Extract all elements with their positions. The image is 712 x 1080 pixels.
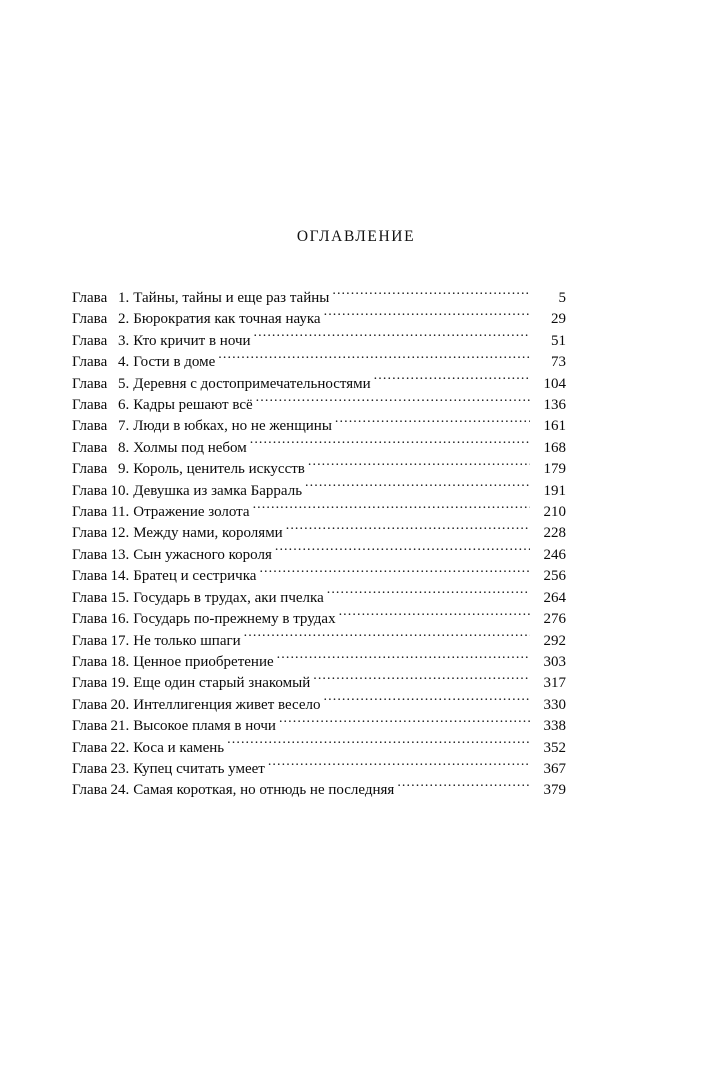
toc-chapter-word: Глава	[72, 525, 108, 542]
toc-page-number: 191	[543, 482, 566, 499]
toc-chapter-title: Кадры решают всё	[133, 397, 253, 414]
toc-chapter-word: Глава	[72, 739, 108, 756]
toc-chapter-title: Государь по-прежнему в трудах	[133, 611, 336, 628]
toc-dot-leader	[324, 309, 530, 323]
toc-chapter-number: 6.	[117, 397, 130, 414]
toc-page-number: 246	[543, 546, 566, 563]
toc-dot-leader	[256, 395, 530, 409]
toc-page-number: 276	[543, 611, 566, 628]
toc-page-number: 352	[543, 739, 566, 756]
toc-chapter-title: Коса и камень	[133, 739, 225, 756]
toc-page-number: 104	[543, 375, 566, 392]
toc-chapter-title: Самая короткая, но отнюдь не последняя	[133, 782, 395, 799]
toc-entry[interactable]	[72, 374, 566, 395]
toc-chapter-word: Глава	[72, 568, 108, 585]
toc-chapter-title: Братец и сестричка	[133, 568, 257, 585]
toc-chapter-number: 23.	[110, 760, 130, 777]
toc-chapter-number: 22.	[110, 739, 130, 756]
toc-chapter-title: Деревня с достопримечательностями	[133, 375, 371, 392]
toc-dot-leader	[254, 331, 530, 345]
toc-chapter-title: Купец считать умеет	[133, 760, 265, 777]
toc-entry[interactable]	[72, 545, 566, 566]
toc-page-number: 29	[551, 311, 566, 328]
toc-chapter-number: 2.	[117, 311, 130, 328]
toc-chapter-title: Между нами, королями	[133, 525, 283, 542]
toc-chapter-number: 16.	[110, 611, 130, 628]
toc-page-number: 73	[551, 354, 566, 371]
toc-chapter-number: 21.	[110, 718, 130, 735]
toc-chapter-title: Холмы под небом	[133, 439, 247, 456]
toc-chapter-number: 8.	[117, 439, 130, 456]
toc-dot-leader	[335, 416, 530, 430]
toc-chapter-title: Государь в трудах, аки пчелка	[133, 589, 324, 606]
toc-page-number: 228	[543, 525, 566, 542]
toc-chapter-word: Глава	[72, 546, 108, 563]
toc-dot-leader	[374, 374, 530, 388]
toc-chapter-word: Глава	[72, 653, 108, 670]
toc-page-number: 292	[543, 632, 566, 649]
toc-page-number: 161	[543, 418, 566, 435]
toc-dot-leader	[305, 481, 530, 495]
toc-entry[interactable]	[72, 652, 566, 673]
toc-page-number: 379	[543, 782, 566, 799]
toc-chapter-number: 1.	[117, 290, 130, 306]
toc-dot-leader	[397, 780, 530, 794]
toc-entry[interactable]	[72, 502, 566, 523]
toc-entry[interactable]	[72, 588, 566, 609]
toc-entry[interactable]	[72, 716, 566, 737]
toc-entry[interactable]	[72, 481, 566, 502]
toc-chapter-word: Глава	[72, 589, 108, 606]
toc-dot-leader	[313, 673, 530, 687]
toc-chapter-word: Глава	[72, 718, 108, 735]
toc-entry[interactable]	[72, 395, 566, 416]
toc-chapter-number: 3.	[117, 332, 130, 349]
toc-dot-leader	[327, 588, 530, 602]
toc-chapter-number: 24.	[110, 782, 130, 799]
toc-dot-leader	[253, 502, 530, 516]
toc-chapter-title: Ценное приобретение	[133, 653, 274, 670]
toc-chapter-title: Люди в юбках, но не женщины	[133, 418, 332, 435]
toc-entry[interactable]	[72, 566, 566, 587]
toc-chapter-number: 17.	[110, 632, 130, 649]
toc-chapter-number: 19.	[110, 675, 130, 692]
toc-entry[interactable]	[72, 673, 566, 694]
table-of-contents	[72, 288, 566, 802]
toc-entry[interactable]	[72, 780, 566, 801]
toc-chapter-number: 9.	[117, 461, 130, 478]
toc-chapter-word: Глава	[72, 311, 108, 328]
toc-page-number: 5	[558, 290, 566, 306]
toc-chapter-title: Еще один старый знакомый	[133, 675, 311, 692]
toc-chapter-word: Глава	[72, 611, 108, 628]
toc-chapter-number: 7.	[117, 418, 130, 435]
toc-dot-leader	[277, 652, 530, 666]
toc-chapter-number: 11.	[111, 504, 130, 521]
toc-chapter-word: Глава	[72, 332, 108, 349]
toc-page-number: 338	[543, 718, 566, 735]
toc-chapter-title: Король, ценитель искусств	[133, 461, 305, 478]
toc-page-number: 51	[551, 332, 566, 349]
toc-page-number: 179	[543, 461, 566, 478]
toc-chapter-number: 18.	[110, 653, 130, 670]
toc-chapter-word: Глава	[72, 439, 108, 456]
toc-chapter-word: Глава	[72, 760, 108, 777]
toc-entry[interactable]	[72, 352, 566, 373]
toc-entry[interactable]	[72, 438, 566, 459]
toc-entry[interactable]	[72, 309, 566, 330]
toc-page-number: 317	[543, 675, 566, 692]
toc-entry[interactable]	[72, 609, 566, 630]
toc-page-number: 367	[543, 760, 566, 777]
toc-chapter-title: Интеллигенция живет весело	[133, 696, 321, 713]
toc-chapter-title: Кто кричит в ночи	[133, 332, 251, 349]
toc-chapter-number: 20.	[110, 696, 130, 713]
toc-entry[interactable]	[72, 416, 566, 437]
toc-dot-leader	[268, 759, 530, 773]
toc-chapter-word: Глава	[72, 504, 108, 521]
toc-chapter-title: Отражение золота	[133, 504, 250, 521]
toc-chapter-number: 13.	[110, 546, 130, 563]
toc-dot-leader	[339, 609, 530, 623]
toc-dot-leader	[244, 631, 530, 645]
toc-dot-leader	[324, 695, 530, 709]
toc-dot-leader	[286, 523, 530, 537]
toc-dot-leader	[275, 545, 530, 559]
toc-chapter-title: Девушка из замка Барраль	[133, 482, 303, 499]
toc-chapter-number: 15.	[110, 589, 130, 606]
toc-chapter-title: Бюрократия как точная наука	[133, 311, 321, 328]
toc-page-number: 256	[543, 568, 566, 585]
toc-page-number: 136	[543, 397, 566, 414]
toc-chapter-word: Глава	[72, 782, 108, 799]
toc-chapter-word: Глава	[72, 461, 108, 478]
toc-entry[interactable]	[72, 523, 566, 544]
toc-page-number: 210	[543, 504, 566, 521]
toc-dot-leader	[259, 566, 530, 580]
toc-chapter-number: 4.	[117, 354, 130, 371]
toc-entry[interactable]	[72, 459, 566, 480]
toc-dot-leader	[227, 738, 530, 752]
toc-chapter-title: Не только шпаги	[133, 632, 241, 649]
toc-dot-leader	[250, 438, 530, 452]
toc-chapter-title: Гости в доме	[133, 354, 216, 371]
toc-page-number: 168	[543, 439, 566, 456]
toc-entry[interactable]	[72, 759, 566, 780]
toc-chapter-word: Глава	[72, 632, 108, 649]
toc-page-number: 303	[543, 653, 566, 670]
toc-page-number: 330	[543, 696, 566, 713]
toc-chapter-number: 14.	[110, 568, 130, 585]
toc-entry[interactable]	[72, 695, 566, 716]
toc-page-number: 264	[543, 589, 566, 606]
toc-chapter-title: Тайны, тайны и еще раз тайны	[133, 290, 330, 306]
toc-dot-leader	[218, 352, 530, 366]
toc-chapter-word: Глава	[72, 418, 108, 435]
toc-dot-leader	[332, 288, 530, 302]
toc-entry[interactable]	[72, 631, 566, 652]
toc-chapter-word: Глава	[72, 354, 108, 371]
toc-chapter-word: Глава	[72, 375, 108, 392]
toc-chapter-word: Глава	[72, 397, 108, 414]
toc-chapter-word: Глава	[72, 290, 108, 306]
toc-chapter-number: 12.	[110, 525, 130, 542]
toc-chapter-title: Высокое пламя в ночи	[133, 718, 276, 735]
toc-entry[interactable]	[72, 288, 566, 309]
toc-chapter-word: Глава	[72, 675, 108, 692]
toc-entry[interactable]	[72, 331, 566, 352]
toc-chapter-number: 5.	[117, 375, 130, 392]
toc-entry[interactable]	[72, 738, 566, 759]
toc-chapter-word: Глава	[72, 482, 108, 499]
toc-dot-leader	[308, 459, 530, 473]
toc-dot-leader	[279, 716, 530, 730]
toc-chapter-word: Глава	[72, 696, 108, 713]
page-title: ОГЛАВЛЕНИЕ	[296, 228, 416, 245]
toc-chapter-number: 10.	[110, 482, 130, 499]
toc-chapter-title: Сын ужасного короля	[133, 546, 272, 563]
